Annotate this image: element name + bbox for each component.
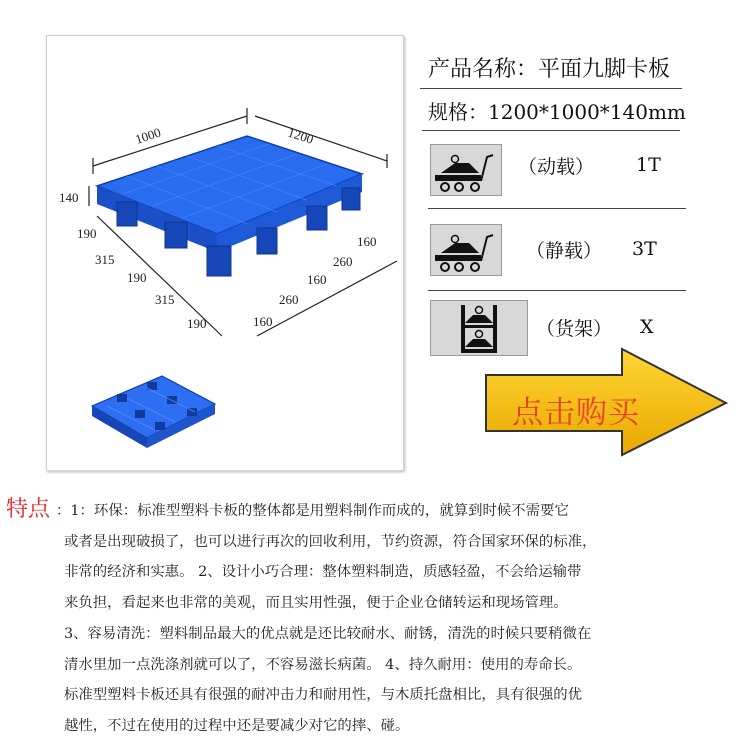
side-seg-4: 260	[279, 292, 299, 307]
product-image-frame	[46, 35, 404, 471]
length-label: 1000	[133, 124, 163, 147]
pallet-dimension-diagram	[57, 106, 397, 366]
width-label: 1200	[286, 124, 316, 147]
features-text	[56, 496, 724, 742]
feature-line: 非常的经济和实惠。 2、设计小巧合理：整体塑料制造，质感轻盈，不会给运输带	[64, 564, 582, 581]
feature-line: 标准型塑料卡板还具有很强的耐冲击力和耐用性，与木质托盘相比，具有很强的优	[64, 687, 583, 704]
buy-now-button[interactable]	[482, 345, 732, 457]
row2-underline	[428, 290, 686, 291]
row1-underline	[428, 208, 686, 209]
load-row-static	[430, 224, 700, 274]
front-seg-1: 190	[77, 226, 97, 241]
front-seg-2: 315	[95, 252, 115, 267]
load-label-dynamic: （动载）	[518, 156, 595, 178]
side-seg-5: 160	[253, 314, 273, 329]
features-heading: 特点	[6, 497, 51, 522]
pallet-photo	[87, 366, 217, 456]
front-seg-4: 315	[155, 292, 175, 307]
feature-line: 来负担，看起来也非常的美观，而且实用性强，便于企业仓储转运和现场管理。	[64, 595, 568, 612]
load-value-rack: X	[640, 316, 654, 338]
load-row-dynamic	[430, 144, 700, 194]
name-underline	[420, 88, 682, 89]
side-seg-2: 260	[333, 254, 353, 269]
side-seg-1: 160	[357, 234, 377, 249]
side-seg-3: 160	[307, 272, 327, 287]
load-label-static: （静载）	[526, 240, 603, 262]
cart-load-icon	[430, 224, 502, 276]
product-name: 产品名称：平面九脚卡板	[428, 57, 671, 82]
feature-line: 清水里加一点洗涤剂就可以了，不容易滋长病菌。 4、持久耐用：使用的寿命长。	[64, 656, 582, 673]
front-seg-3: 190	[127, 270, 147, 285]
front-seg-5: 190	[187, 316, 207, 331]
feature-line: 3、容易清洗：塑料制品最大的优点就是还比较耐水、耐锈，清洗的时候只要稍微在	[64, 625, 592, 642]
spec-underline	[422, 130, 680, 131]
feature-line: 或者是出现破损了，也可以进行再次的回收利用，节约资源，符合国家环保的标准，	[64, 533, 597, 550]
load-label-rack: （货架）	[536, 318, 613, 340]
buy-now-label: 点击购买	[512, 395, 640, 431]
load-value-static: 3T	[632, 238, 657, 260]
product-spec: 规格：1200*1000*140mm	[428, 100, 686, 124]
feature-line: ：1：环保：标准型塑料卡板的整体都是用塑料制作而成的，就算到时候不需要它	[56, 503, 569, 519]
load-value-dynamic: 1T	[636, 154, 661, 176]
feature-line: 越性，不过在使用的过程中还是要减少对它的摔、碰。	[64, 717, 410, 734]
height-label: 140	[59, 190, 79, 205]
cart-load-icon	[430, 144, 502, 196]
